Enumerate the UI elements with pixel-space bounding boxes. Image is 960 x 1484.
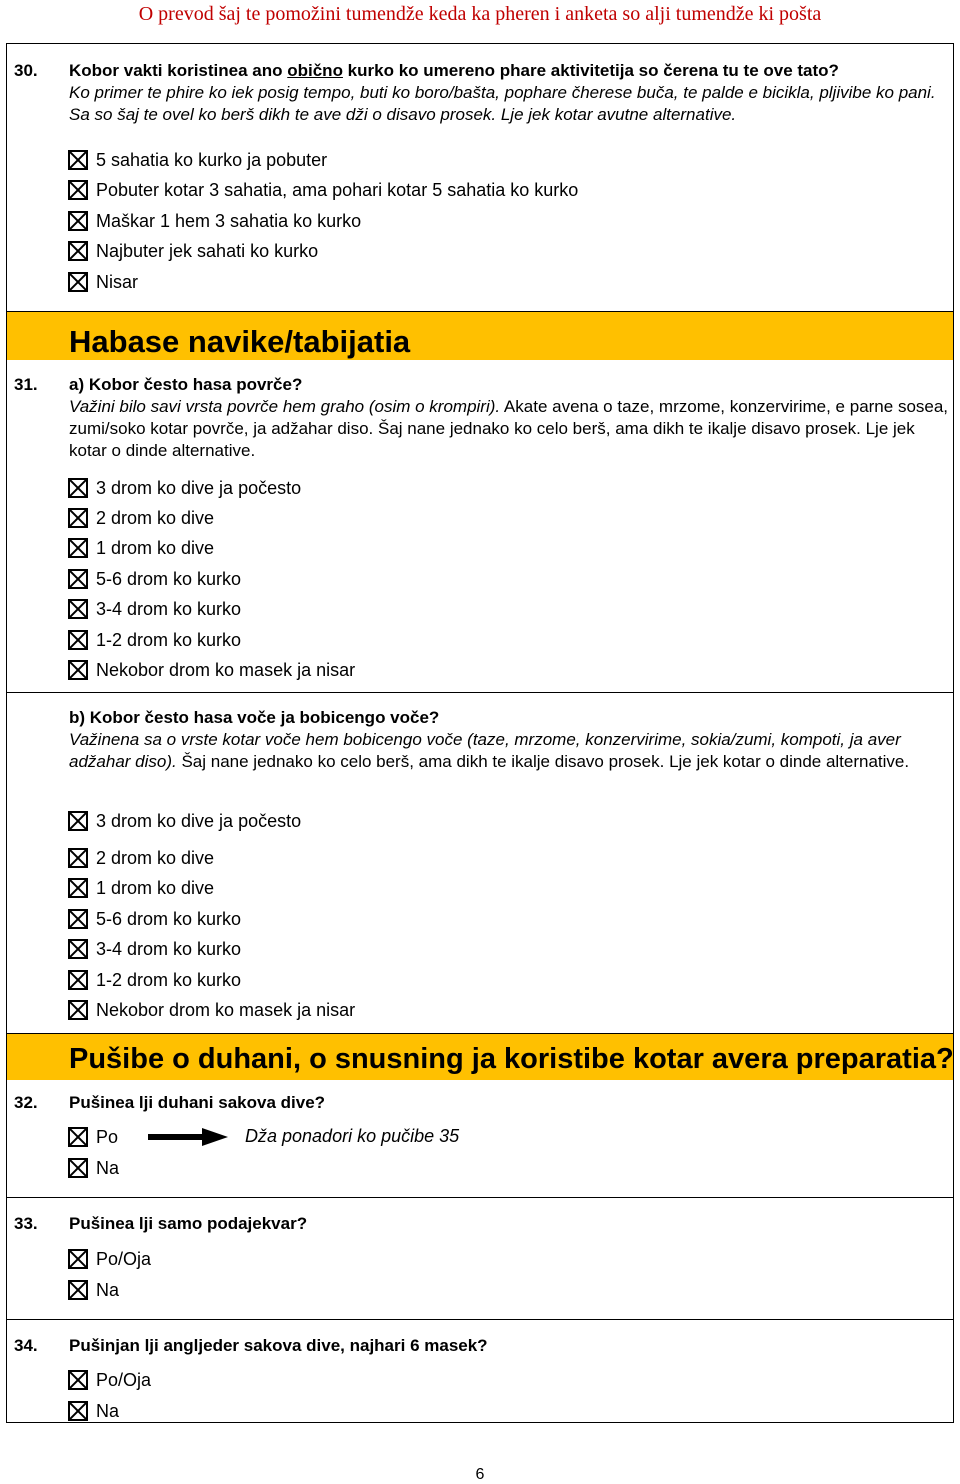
question-number: 31. xyxy=(14,375,38,394)
option-label: 1-2 drom ko kurko xyxy=(96,629,242,650)
question-instruction: Šaj nane jednako ko celo berš, ama dikh te ikalje disavo prosek. Lje jek kotar o dinde alternative. xyxy=(176,752,910,771)
checkbox-icon[interactable] xyxy=(68,660,88,680)
checkbox-icon[interactable] xyxy=(68,272,88,292)
option-label: 3 drom ko dive ja počesto xyxy=(96,810,302,831)
option-row[interactable] xyxy=(68,476,301,500)
question-instruction: Akate avena o taze, mrzome, konzervirime, e parne sosea, zumi/soko kotar povrče, ja adžahar diso. Šaj nane jednako ko celo berš, ama dikh te ikalje disavo prosek. Lje jek kotar o dinde alternative. xyxy=(69,397,949,460)
checkbox-icon[interactable] xyxy=(68,538,88,558)
question-number: 34. xyxy=(14,1336,38,1355)
question-number: 32. xyxy=(14,1093,38,1112)
option-row[interactable] xyxy=(68,209,361,233)
option-row[interactable] xyxy=(68,178,578,202)
option-label: 2 drom ko dive xyxy=(96,507,215,528)
option-row[interactable] xyxy=(68,998,355,1022)
option-row[interactable] xyxy=(68,239,318,263)
option-row[interactable] xyxy=(68,1156,119,1180)
question-title: Pušinea lji duhani sakova dive? xyxy=(69,1093,326,1112)
option-row[interactable] xyxy=(68,937,241,961)
option-row[interactable] xyxy=(68,846,214,870)
option-label: Nisar xyxy=(96,271,139,292)
question-number: 33. xyxy=(14,1214,38,1233)
option-row[interactable] xyxy=(68,506,214,530)
option-label: Po/Oja xyxy=(96,1369,152,1390)
option-label: Na xyxy=(96,1279,120,1300)
option-label: Maškar 1 hem 3 sahatia ko kurko xyxy=(96,210,362,231)
checkbox-icon[interactable] xyxy=(68,811,88,831)
arrow-right-icon xyxy=(148,1128,228,1146)
question-instruction: Ko primer te phire ko iek posig tempo, buti ko boro/bašta, pophare čherese buča, te palde e bicikla, pljivibe ko pani. Sa so šaj te ovel ko berš dikh te ave dži o disavo prosek. Lje jek kotar avutne alternative. xyxy=(69,83,936,124)
option-label: 1 drom ko dive xyxy=(96,877,215,898)
question-title-end: kurko ko umereno phare aktivitetija so čerena tu te ove tato? xyxy=(342,61,839,80)
section-title: Habase navike/tabijatia xyxy=(69,324,411,359)
question-instruction-italic: Važini bilo savi vrsta povrče hem graho (osim o krompiri). xyxy=(69,397,501,416)
option-label: 2 drom ko dive xyxy=(96,847,215,868)
question-title: Pušinjan lji angljeder sakova dive, najhari 6 masek? xyxy=(69,1336,488,1355)
option-row[interactable] xyxy=(68,1278,119,1302)
checkbox-icon[interactable] xyxy=(68,1127,88,1147)
option-label: 3-4 drom ko kurko xyxy=(96,598,242,619)
page-number: 6 xyxy=(475,1466,485,1483)
option-label: 1 drom ko dive xyxy=(96,537,215,558)
option-row[interactable] xyxy=(68,658,355,682)
question-31a xyxy=(69,374,949,462)
option-row[interactable] xyxy=(68,876,214,900)
option-row[interactable] xyxy=(68,628,241,652)
question-31b xyxy=(69,707,949,773)
option-row[interactable] xyxy=(68,1368,151,1392)
checkbox-icon[interactable] xyxy=(68,878,88,898)
checkbox-icon[interactable] xyxy=(68,211,88,231)
section-title: Pušibe o duhani, o snusning ja koristibe kotar avera preparatia? xyxy=(69,1043,954,1075)
checkbox-icon[interactable] xyxy=(68,848,88,868)
option-row[interactable] xyxy=(68,567,241,591)
option-label: Najbuter jek sahati ko kurko xyxy=(96,240,319,261)
checkbox-icon[interactable] xyxy=(68,1158,88,1178)
divider xyxy=(6,1319,954,1320)
option-row[interactable] xyxy=(68,907,241,931)
skip-instruction: Dža ponadori ko pučibe 35 xyxy=(245,1126,460,1146)
checkbox-icon[interactable] xyxy=(68,599,88,619)
question-title: Kobor vakti koristinea ano xyxy=(69,61,288,80)
option-label: 5 sahatia ko kurko ja pobuter xyxy=(96,149,328,170)
option-label: 5-6 drom ko kurko xyxy=(96,908,242,929)
checkbox-icon[interactable] xyxy=(68,1280,88,1300)
checkbox-icon[interactable] xyxy=(68,1401,88,1421)
option-label: Nekobor drom ko masek ja nisar xyxy=(96,659,356,680)
option-label: 3-4 drom ko kurko xyxy=(96,938,242,959)
divider xyxy=(6,1197,954,1198)
option-row[interactable] xyxy=(68,148,327,172)
divider xyxy=(6,692,954,693)
option-row[interactable] xyxy=(68,1247,151,1271)
option-row[interactable] xyxy=(68,1125,118,1149)
option-label: Na xyxy=(96,1400,120,1421)
question-title: a) Kobor često hasa povrče? xyxy=(69,375,303,394)
option-row[interactable] xyxy=(68,536,214,560)
option-label: Po xyxy=(96,1126,119,1147)
option-row[interactable] xyxy=(68,597,241,621)
checkbox-icon[interactable] xyxy=(68,939,88,959)
question-30 xyxy=(69,60,949,126)
question-instruction-italic: Važinena sa o vrste kotar voče hem bobicengo voče (taze, mrzome, konzervirime, sokia/zumi, kompoti, ja aver adžahar diso). xyxy=(69,730,901,771)
question-title-underlined: obično xyxy=(287,61,343,80)
checkbox-icon[interactable] xyxy=(68,1370,88,1390)
checkbox-icon[interactable] xyxy=(68,478,88,498)
checkbox-icon[interactable] xyxy=(68,630,88,650)
option-row[interactable] xyxy=(68,1399,119,1423)
option-label: Po/Oja xyxy=(96,1248,152,1269)
checkbox-icon[interactable] xyxy=(68,150,88,170)
checkbox-icon[interactable] xyxy=(68,241,88,261)
checkbox-icon[interactable] xyxy=(68,970,88,990)
checkbox-icon[interactable] xyxy=(68,508,88,528)
option-row[interactable] xyxy=(68,968,241,992)
question-number: 30. xyxy=(14,61,38,80)
option-label: 5-6 drom ko kurko xyxy=(96,568,242,589)
option-label: 3 drom ko dive ja počesto xyxy=(96,477,302,498)
option-label: Nekobor drom ko masek ja nisar xyxy=(96,999,356,1020)
checkbox-icon[interactable] xyxy=(68,1000,88,1020)
checkbox-icon[interactable] xyxy=(68,1249,88,1269)
option-row[interactable] xyxy=(68,270,138,294)
option-label: Na xyxy=(96,1157,120,1178)
option-label: Pobuter kotar 3 sahatia, ama pohari kotar 5 sahatia ko kurko xyxy=(96,179,579,200)
checkbox-icon[interactable] xyxy=(68,569,88,589)
option-label: 1-2 drom ko kurko xyxy=(96,969,242,990)
question-title: b) Kobor često hasa voče ja bobicengo voče? xyxy=(69,708,440,727)
page-header: O prevod šaj te pomožini tumendže keda ka pheren i anketa so alji tumendže ki pošta xyxy=(138,3,822,25)
checkbox-icon[interactable] xyxy=(68,909,88,929)
option-row[interactable] xyxy=(68,809,301,833)
question-title: Pušinea lji samo podajekvar? xyxy=(69,1214,308,1233)
checkbox-icon[interactable] xyxy=(68,180,88,200)
